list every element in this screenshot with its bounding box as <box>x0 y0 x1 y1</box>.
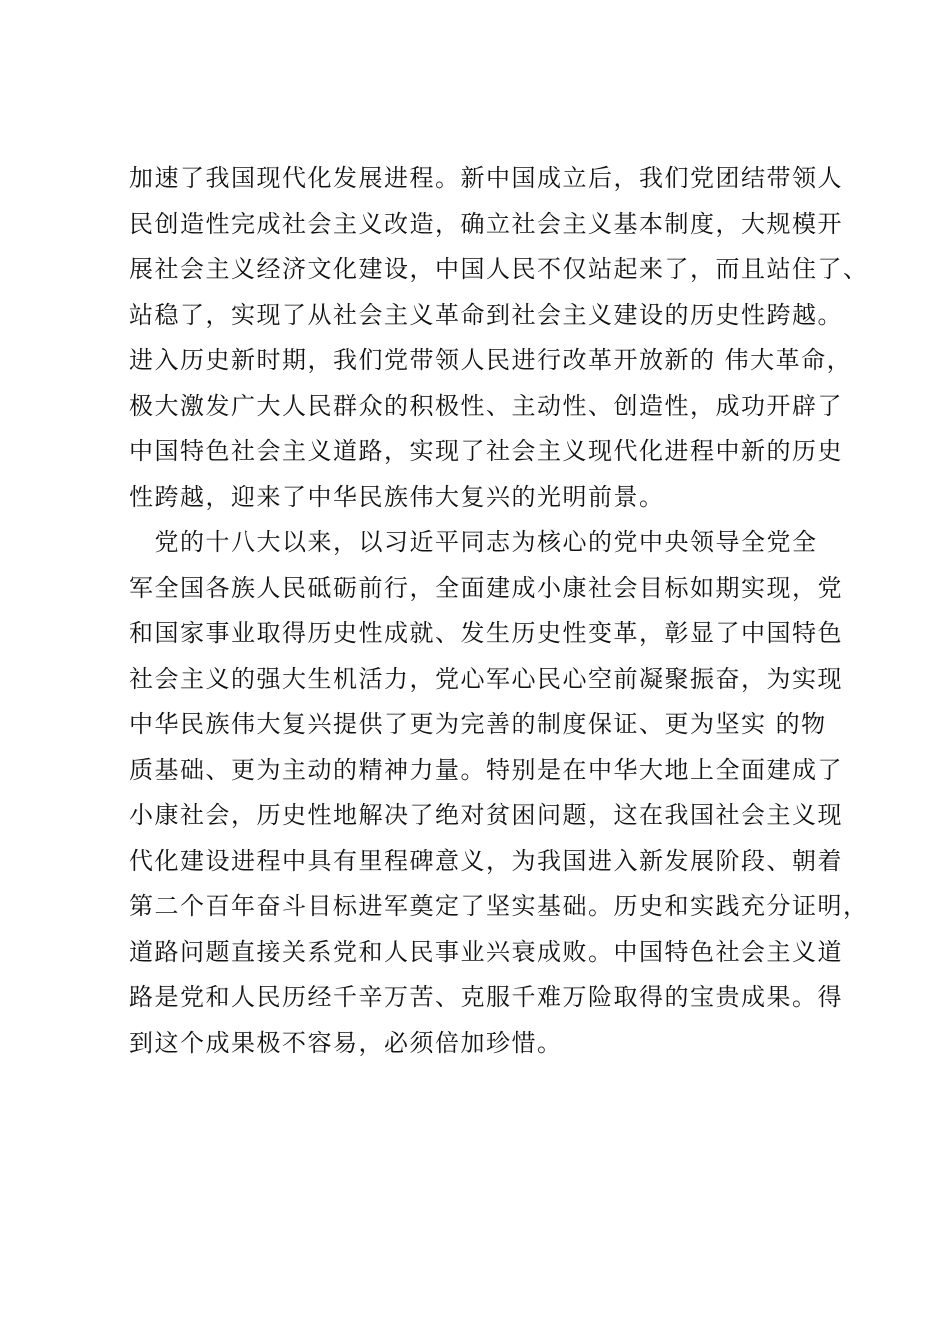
text-line: 和国家事业取得历史性成就、发生历史性变革，彰显了中国特色 <box>129 619 843 647</box>
text-line: 展社会主义经济文化建设，中国人民不仅站起来了，而且站住了、 <box>129 255 869 283</box>
text-line: 性跨越，迎来了中华民族伟大复兴的光明前景。 <box>129 482 665 511</box>
text-line: 中华民族伟大复兴提供了更为完善的制度保证、更为坚实 的物 <box>129 710 827 738</box>
text-line: 加速了我国现代化发展进程。新中国成立后，我们党团结带领人 <box>129 164 843 192</box>
text-line: 极大激发广大人民群众的积极性、主动性、创造性，成功开辟了 <box>129 391 843 420</box>
text-line: 第二个百年奋斗目标进军奠定了坚实基础。历史和实践充分证明， <box>129 892 869 920</box>
text-line: 中国特色社会主义道路，实现了社会主义现代化进程中新的历史 <box>129 437 843 465</box>
text-line: 质基础、更为主动的精神力量。特别是在中华大地上全面建成了 <box>129 755 843 784</box>
text-line: 军全国各族人民砥砺前行，全面建成小康社会目标如期实现，党 <box>129 573 843 602</box>
text-line: 到这个成果极不容易，必须倍加珍惜。 <box>129 1028 563 1057</box>
text-line: 代化建设进程中具有里程碑意义，为我国进入新发展阶段、朝着 <box>129 846 843 875</box>
text-line: 民创造性完成社会主义改造，确立社会主义基本制度，大规模开 <box>129 209 843 238</box>
text-line: 小康社会，历史性地解决了绝对贫困问题，这在我国社会主义现 <box>129 801 843 829</box>
body-text <box>129 156 869 1066</box>
text-line: 路是党和人民历经千辛万苦、克服千难万险取得的宝贵成果。得 <box>129 983 843 1011</box>
text-line: 党的十八大以来，以习近平同志为核心的党中央领导全党全 <box>129 528 818 556</box>
text-line: 站稳了，实现了从社会主义革命到社会主义建设的历史性跨越。 <box>129 300 843 329</box>
text-line: 道路问题直接关系党和人民事业兴衰成败。中国特色社会主义道 <box>129 937 843 966</box>
text-line: 进入历史新时期，我们党带领人民进行改革开放新的 伟大革命， <box>129 346 853 374</box>
text-line: 社会主义的强大生机活力，党心军心民心空前凝聚振奋，为实现 <box>129 664 843 693</box>
